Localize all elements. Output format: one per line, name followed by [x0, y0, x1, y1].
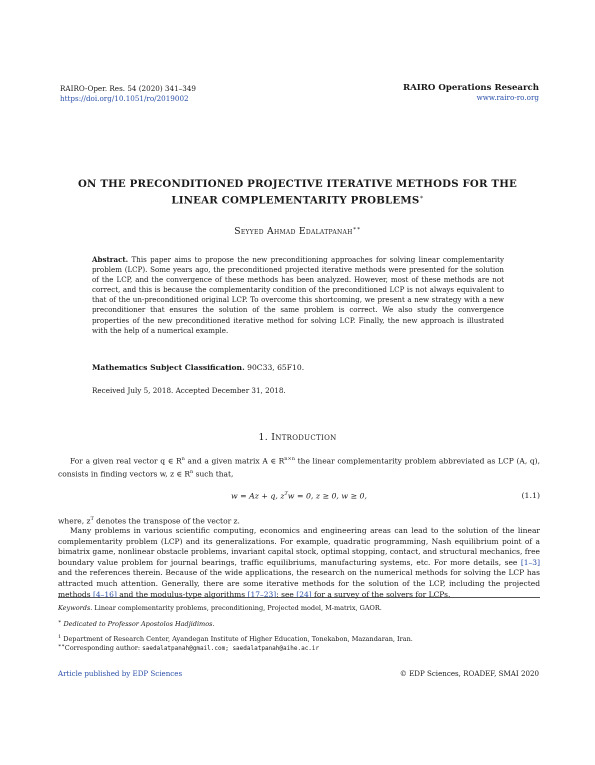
p1-sup-c: n: [190, 469, 194, 476]
corresponding-email[interactable]: saedalatpanah@gmail.com; saedalatpanah@aihe.ac.ir: [142, 645, 320, 653]
author-text: Seyyed Ahmad Edalatpanah: [234, 226, 353, 238]
publisher-footer: [58, 669, 182, 678]
equation-rest: w = 0, z ≥ 0, w ≥ 0,: [287, 491, 367, 501]
section-number: 1.: [258, 432, 268, 443]
p3-text-d: ; see: [276, 589, 297, 599]
title-footnote-mark: ∗: [419, 194, 424, 201]
doi-link[interactable]: https://doi.org/10.1051/ro/2019002: [60, 94, 189, 103]
citation-link-17-23[interactable]: [17–23]: [247, 589, 277, 599]
p2-sup: T: [90, 516, 94, 522]
p3-text-c: and the modulus-type algorithms: [116, 589, 248, 599]
copyright-footer: © EDP Sciences, ROADEF, SMAI 2020: [399, 669, 539, 678]
publisher-link[interactable]: Article published by EDP Sciences: [58, 669, 183, 678]
running-header-left: [60, 84, 196, 104]
p3-text-a: Many problems in various scientific computing, economics and engineering areas can lead to the solution of the linear complementarity problem (LCP) and its generalizations. For example, quadratic programming, Nash equilibrium point of a bimatrix game, nonlinear obstacle problems, invariant capital stock, optimal stopping, contact, and structural mechanics, free boundary value problem for journal bearings, traffic equilibriums, manufacturing systems, etc. For more details, see: [58, 526, 540, 567]
abstract-label: Abstract.: [92, 255, 129, 264]
dedication-mark: ∗: [58, 619, 62, 625]
p1-text-c: the linear complementarity problem abbreviated as LCP (A, q), consists in finding vectors w, z ∈ R: [58, 456, 540, 479]
journal-name: RAIRO Operations Research: [402, 83, 539, 93]
p1-text-d: such that,: [193, 469, 234, 479]
equation-text: w = Az + q, z: [231, 491, 285, 501]
author-name: [40, 226, 555, 237]
p1-text-a: For a given real vector q ∈ R: [70, 456, 182, 466]
journal-website-link[interactable]: www.rairo-ro.org: [476, 93, 539, 102]
intro-paragraph-3: [58, 526, 540, 600]
corresponding-mark: ∗∗: [58, 643, 65, 649]
running-header-right: [403, 83, 539, 103]
citation-link-1-3[interactable]: [1–3]: [520, 557, 540, 567]
abstract-text: This paper aims to propose the new preconditioning approaches for solving linear complementarity problem (LCP). Some years ago, the preconditioned projected iterative methods were presented for the solution of the LCP, and the convergence of these methods has been analyzed. However, most of these methods are not correct, and this is because the complementarity condition of the preconditioned LCP is not always equivalent to that of the un-preconditioned original LCP. To overcome this shortcoming, we present a new strategy with a new preconditioner that ensures the solution of the same problem is correct. We also study the convergence properties of the new preconditioned iterative method for solving LCP. Finally, the new approach is illustrated with the help of a numerical example.: [92, 255, 504, 335]
p3-text-b: and the references therein. Because of the wide applications, the research on the numerical methods for solving the LCP has attracted much attention. Generally, there are some iterative methods for the solution of the LCP, including the projected methods: [58, 568, 540, 599]
affiliation-text: Department of Research Center, Ayandegan Institute of Higher Education, Tonekabon, Mazandaran, Iran.: [61, 635, 413, 644]
abstract: [92, 255, 504, 336]
p2-text-a: where, z: [58, 516, 91, 526]
dedication-text: Dedicated to Professor Apostolos Hadjidimos.: [61, 620, 215, 629]
title-line-1: ON THE PRECONDITIONED PROJECTIVE ITERATIVE METHODS FOR THE: [77, 178, 517, 190]
corresponding-label: Corresponding author:: [64, 644, 143, 653]
footnote-divider: [58, 597, 540, 598]
keywords-text: Linear complementarity problems, preconditioning, Projected model, M-matrix, GAOR.: [92, 604, 382, 612]
p1-sup-b: n×n: [284, 456, 295, 462]
corresponding-author-footnote: [58, 642, 540, 653]
msc-classification: [92, 363, 504, 372]
title-line-2: LINEAR COMPLEMENTARITY PROBLEMS: [171, 194, 420, 207]
intro-paragraph-1: [58, 454, 540, 480]
citation: RAIRO-Oper. Res. 54 (2020) 341–349: [60, 84, 196, 93]
citation-link-4-16[interactable]: [4–16]: [92, 589, 117, 599]
section-heading: [40, 432, 555, 443]
dedication-footnote: [58, 618, 540, 629]
received-dates: Received July 5, 2018. Accepted December 31, 2018.: [92, 386, 286, 395]
msc-value: 90C33, 65F10.: [247, 363, 305, 372]
paper-title: [40, 177, 555, 207]
keywords-footnote: [58, 604, 540, 613]
citation-link-24[interactable]: [24]: [296, 589, 312, 599]
p3-text-e: for a survey of the solvers for LCPs.: [311, 589, 451, 599]
p2-text-b: denotes the transpose of the vector z.: [93, 516, 240, 526]
equation-1-1: [58, 491, 540, 501]
section-title: Introduction: [271, 432, 337, 443]
equation-number: (1.1): [521, 491, 540, 500]
p1-text-b: and a given matrix A ∈ R: [184, 456, 285, 466]
msc-label: Mathematics Subject Classification.: [92, 363, 245, 372]
author-footnote-mark: ∗∗: [352, 226, 361, 232]
equation-sup: T: [284, 491, 288, 497]
affiliation-mark: 1: [58, 634, 62, 640]
keywords-label: Keywords.: [58, 604, 93, 612]
p1-sup-a: n: [181, 456, 185, 462]
